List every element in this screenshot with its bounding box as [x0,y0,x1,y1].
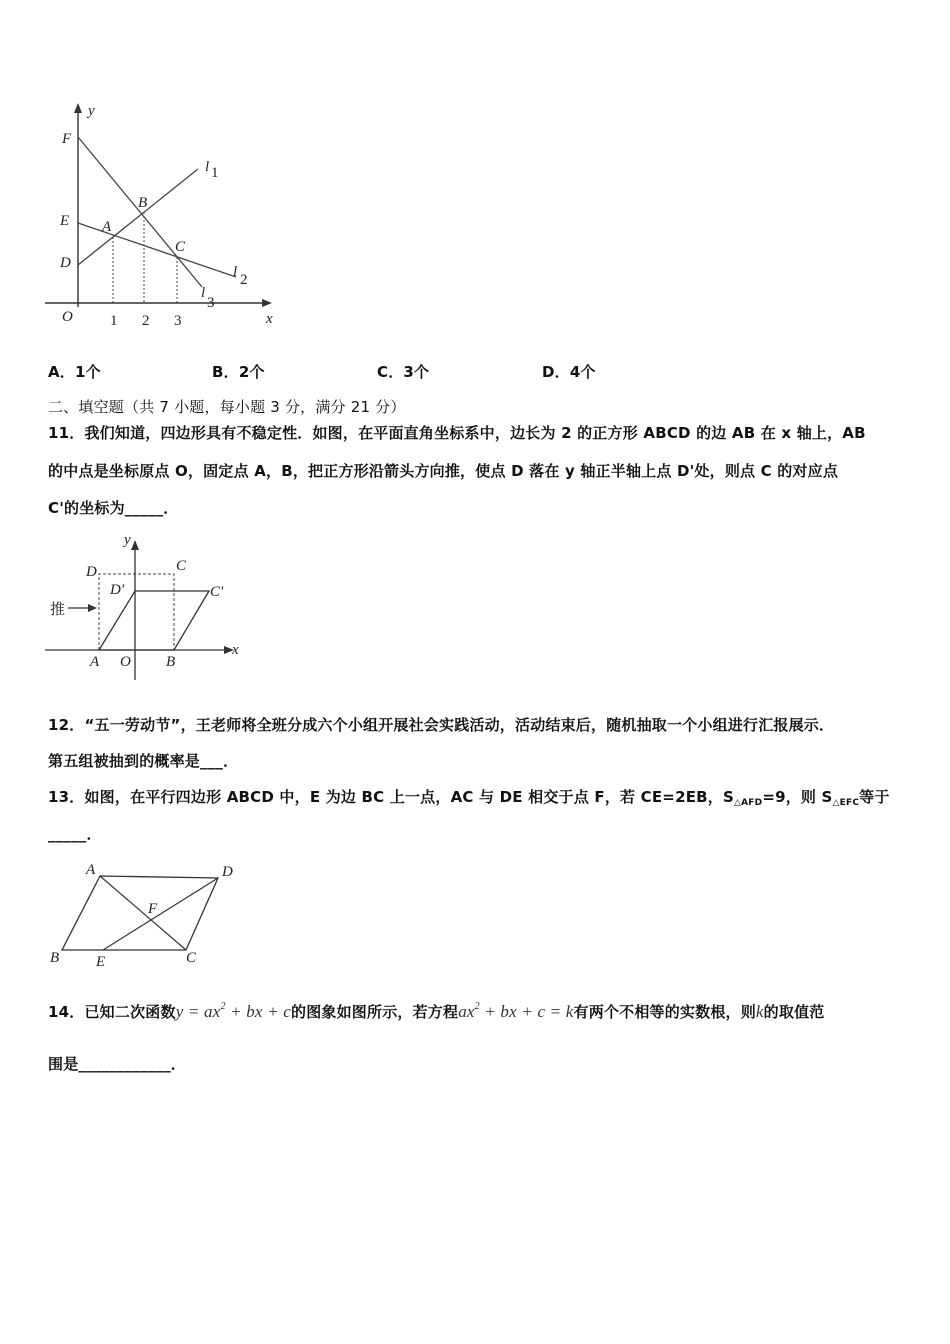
point-e-label: E [96,954,106,970]
point-b-label: B [50,950,60,966]
origin-label: O [120,654,131,670]
figure-lines-graph [40,95,285,340]
y-axis-label: y [124,532,131,548]
point-a-label: A [86,862,96,878]
tick-3: 3 [174,313,182,329]
point-f-label: F [148,901,158,917]
q14-line1: 14．已知二次函数$y = ax^2$ + bx + c的图象如图所示，若方程$ax^2$ + bx + c = k有两个不相等的实数根，则k的取值范 [48,1001,825,1021]
q13-line1: 13．如图，在平行四边形 ABCD 中，E 为边 BC 上一点，AC 与 DE 相交于点 F，若 CE=2EB，$S_{\triangle AFD}=9$，则 $S_{\triangle EFC}$等于 [48,788,890,808]
line-l2-label: l [233,264,238,280]
tick-2: 2 [142,313,150,329]
option-b: B．2个 [212,363,265,381]
y-axis-label: y [88,103,95,119]
section-title: 二、填空题（共 7 小题，每小题 3 分，满分 21 分） [48,398,406,416]
point-b-label: B [166,654,176,670]
line-l1-sub: 1 [211,165,219,181]
q11-line1: 11．我们知道，四边形具有不稳定性．如图，在平面直角坐标系中，边长为 2 的正方形 ABCD 的边 AB 在 x 轴上，AB [48,424,866,442]
figure-square-push [40,528,255,688]
q12-line2: 第五组被抽到的概率是___． [48,752,239,770]
point-d-label: D [60,255,71,271]
tick-1: 1 [110,313,118,329]
push-label: 推 [50,602,66,618]
point-c-label: C [175,239,186,255]
point-a-label: A [90,654,100,670]
option-d: D．4个 [542,363,596,381]
line-l3-sub: 3 [207,295,215,311]
option-a: A．1个 [48,363,101,381]
point-c-label: C [186,950,197,966]
x-axis-label: x [232,642,239,658]
point-d-prime-label: D' [110,582,125,598]
line-l2-sub: 2 [240,272,248,288]
q13-line2: _____． [48,825,102,843]
point-c-prime-label: C' [210,584,224,600]
figure-parallelogram [40,858,245,973]
point-d-label: D [86,564,97,580]
q11-line2: 的中点是坐标原点 O，固定点 A，B，把正方形沿箭头方向推，使点 D 落在 y 轴正半轴上点 D'处，则点 C 的对应点 [48,462,839,480]
q11-line3: C'的坐标为_____． [48,499,179,517]
q14-line2: 围是____________． [48,1055,187,1073]
q12-line1: 12．“五一劳动节”，王老师将全班分成六个小组开展社会实践活动，活动结束后，随机抽取一个小组进行汇报展示． [48,716,835,734]
option-c: C．3个 [377,363,430,381]
point-e-label: E [60,213,70,229]
point-d-label: D [222,864,233,880]
point-b-label: B [138,195,148,211]
line-l1-label: l [205,159,210,175]
point-f-label: F [62,131,72,147]
point-a-label: A [102,219,112,235]
origin-label: O [62,309,73,325]
line-l3-label: l [201,285,206,301]
x-axis-label: x [266,311,273,327]
point-c-label: C [176,558,187,574]
